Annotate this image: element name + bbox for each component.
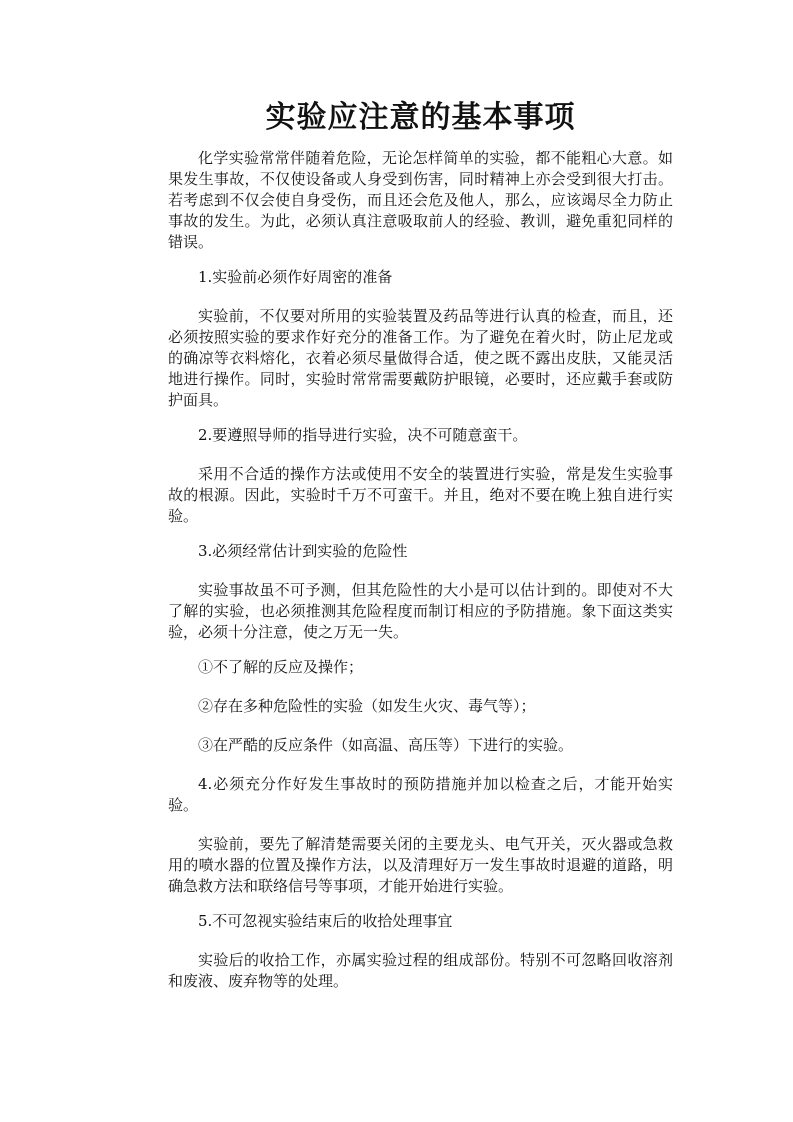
- intro-paragraph: 化学实验常常伴随着危险，无论怎样简单的实验，都不能粗心大意。如果发生事故，不仅使设备或人身受到伤害，同时精神上亦会受到很大打击。若考虑到不仅会使自身受伤，而且还会危及他人，那么，应该竭尽全力防止事故的发生。为此，必须认真注意吸取前人的经验、教训，避免重犯同样的错误。: [168, 149, 673, 251]
- section-2-body: 采用不合适的操作方法或使用不安全的装置进行实验，常是发生实验事故的根源。因此，实验时千万不可蛮干。并且，绝对不要在晚上独自进行实验。: [168, 465, 673, 525]
- section-3-heading: 3.必须经常估计到实验的危险性: [198, 542, 408, 560]
- section-2-heading: 2.要遵照导师的指导进行实验，决不可随意蛮干。: [198, 426, 528, 444]
- section-1-heading: 1.实验前必须作好周密的准备: [198, 268, 393, 286]
- section-5-heading: 5.不可忽视实验结束后的收拾处理事宜: [198, 912, 453, 930]
- section-3-item-1: ①不了解的反应及操作；: [198, 658, 364, 676]
- section-3-item-2: ②存在多种危险性的实验（如发生火灾、毒气等）；: [198, 697, 536, 715]
- section-1-body: 实验前，不仅要对所用的实验装置及药品等进行认真的检查，而且，还必须按照实验的要求作好充分的准备工作。为了避免在着火时，防止尼龙或的确凉等衣料熔化，衣着必须尽量做得合适，使之既不露出皮肤，又能灵活地进行操作。同时，实验时常常需要戴防护眼镜，必要时，还应戴手套或防护面具。: [168, 307, 673, 409]
- section-4-heading: 4.必须充分作好发生事故时的预防措施并加以检查之后，才能开始实验。: [168, 775, 673, 814]
- section-5-body: 实验后的收拾工作，亦属实验过程的组成部份。特别不可忽略回收溶剂和废液、废弃物等的处理。: [168, 951, 673, 990]
- section-4-body: 实验前，要先了解清楚需要关闭的主要龙头、电气开关，灭火器或急救用的喷水器的位置及操作方法，以及清理好万一发生事故时退避的道路，明确急救方法和联络信号等事项，才能开始进行实验。: [168, 835, 673, 895]
- document-title: 实验应注意的基本事项: [265, 100, 576, 135]
- document-content: [168, 96, 673, 1006]
- section-3-body: 实验事故虽不可予测，但其危险性的大小是可以估计到的。即使对不大了解的实验，也必须推测其危险程度而制订相应的予防措施。象下面这类实验，必须十分注意，使之万无一失。: [168, 581, 673, 641]
- section-3-item-3: ③在严酷的反应条件（如高温、高压等）下进行的实验。: [198, 736, 574, 754]
